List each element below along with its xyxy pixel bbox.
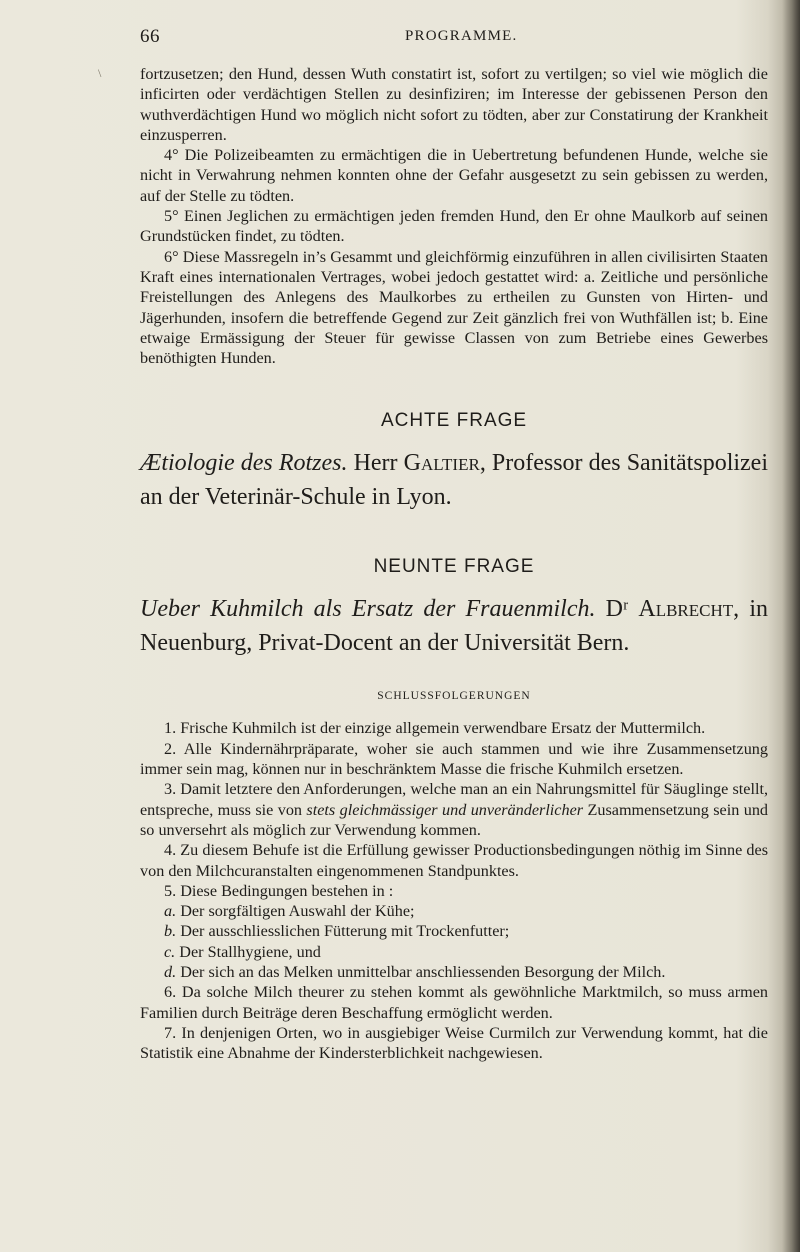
item-text: Der Stallhygiene, und xyxy=(179,942,321,961)
item-letter: b. xyxy=(164,922,177,941)
eighth-author-name: Galtier xyxy=(403,450,480,477)
ninth-question-heading: NEUNTE FRAGE xyxy=(373,556,535,578)
item-letter: a. xyxy=(164,902,177,921)
item-letter: d. xyxy=(164,963,177,982)
margin-mark: \ xyxy=(98,66,102,80)
conclusion-3-start: 3. Damit letztere den Anforderungen, welche man an ein Nahrungsmittel für Säuglinge stellt, entspreche, muss sie von xyxy=(140,780,768,819)
paragraph-continuation: fortzusetzen; den Hund, dessen Wuth constatirt ist, sofort zu vertilgen; so viel wie möglich die inficirten oder verdächtigen Stellen zu desinfiziren; im Interesse der gebissenen Person den wuthverdächtigen Hund wo möglich nicht sofort zu tödten, aber zur Constatirung der Krankheit einzusperren. xyxy=(140,65,768,144)
eighth-question-heading: ACHTE FRAGE xyxy=(380,410,528,432)
ninth-topic-title: Ueber Kuhmilch als Ersatz der Frauenmilch. xyxy=(140,596,596,623)
running-head xyxy=(140,26,760,56)
conclusion-2: 2. Alle Kindernährpräparate, woher sie auch stammen und wie ihre Zusammensetzung immer sein mag, können nur in beschränktem Masse die frische Kuhmilch ersetzen. xyxy=(140,739,768,779)
conclusion-7: 7. In denjenigen Orten, wo in ausgiebiger Weise Curmilch zur Verwendung kommt, hat die Statistik eine Abnahme der Kindersterblichkeit nachgewiesen. xyxy=(140,1023,768,1063)
item-text: Der sorgfältigen Auswahl der Kühe; xyxy=(180,902,415,921)
ninth-question-topic xyxy=(140,592,768,660)
conclusion-6: 6. Da solche Milch theurer zu stehen kommt als gewöhnliche Marktmilch, so muss armen Familien durch Beiträge deren Beschaffung ermöglicht werden. xyxy=(140,983,768,1022)
paragraph-item-5: 5° Einen Jeglichen zu ermächtigen jeden fremden Hund, den Er ohne Maulkorb auf seinen Grundstücken findet, zu tödten. xyxy=(140,207,768,246)
item-letter: c. xyxy=(164,942,176,961)
ninth-author-affiliation: , in Neuenburg, Privat-Docent an der Universität Bern. xyxy=(140,596,768,657)
paragraph-item-4: 4° Die Polizeibeamten zu ermächtigen die in Uebertretung befundenen Hunde, welche sie nicht in Verwahrung nehmen konnten ohne der Gefahr ausgesetzt zu sein gebissen zu werden, auf der Stelle zu tödten. xyxy=(140,146,768,205)
paragraph-item-6: 6° Diese Massregeln in’s Gesammt und gleichförmig einzuführen in allen civilisirten Staaten Kraft eines internationalen Vertrages, wobei jedoch gestattet wird: a. Zeitliche und persönliche Freistellungen des Anlegens des Maulkorbes zu ertheilen zu Gunsten von Hirten- und Jägerhunden, insofern die betreffende Gegend zur Zeit gänzlich frei von Wuthfällen ist; b. Eine etwaige Ermässigung der Steuer für gewisse Classen von zum Betriebe eines Gewerbes benöthigten Hunden. xyxy=(140,247,768,368)
conclusion-1: 1. Frische Kuhmilch ist der einzige allgemein verwendbare Ersatz der Muttermilch. xyxy=(164,719,706,738)
eighth-topic-title: Ætiologie des Rotzes. xyxy=(140,450,348,477)
item-text: Der ausschliesslichen Fütterung mit Trockenfutter; xyxy=(180,922,510,941)
conclusion-4: 4. Zu diesem Behufe ist die Erfüllung gewisser Productionsbedingungen nöthig im Sinne des von den Milchcuranstalten eingenommenen Standpunktes. xyxy=(140,841,768,880)
page-edge-shadow xyxy=(782,0,800,1252)
ninth-author-title: Dʳ xyxy=(605,596,629,623)
conclusion-3-emphasis: stets gleichmässiger und unveränderlicher xyxy=(306,800,584,819)
page-body xyxy=(140,64,768,1064)
conclusions-subheading: SCHLUSSFOLGERUNGEN xyxy=(377,690,531,703)
conclusion-5-item-b xyxy=(140,921,768,941)
eighth-question-topic xyxy=(140,446,768,514)
ninth-author-name: Albrecht xyxy=(638,596,734,623)
conclusion-3 xyxy=(140,779,768,840)
page-number: 66 xyxy=(140,26,160,47)
running-title: PROGRAMME. xyxy=(405,28,518,44)
eighth-author-prefix: Herr xyxy=(353,450,398,477)
conclusion-5: 5. Diese Bedingungen bestehen in : xyxy=(164,881,394,900)
item-text: Der sich an das Melken unmittelbar anschliessenden Besorgung der Milch. xyxy=(180,963,666,982)
conclusion-3-end: Zusammensetzung sein und so unversehrt als möglich zur Verwendung kommen. xyxy=(140,800,769,839)
conclusion-5-item-d xyxy=(140,962,768,982)
conclusion-5-item-c xyxy=(140,942,768,962)
conclusion-5-item-a xyxy=(140,901,768,921)
eighth-author-affiliation: , Professor des Sanitätspolizei an der Veterinär-Schule in Lyon. xyxy=(140,450,768,511)
